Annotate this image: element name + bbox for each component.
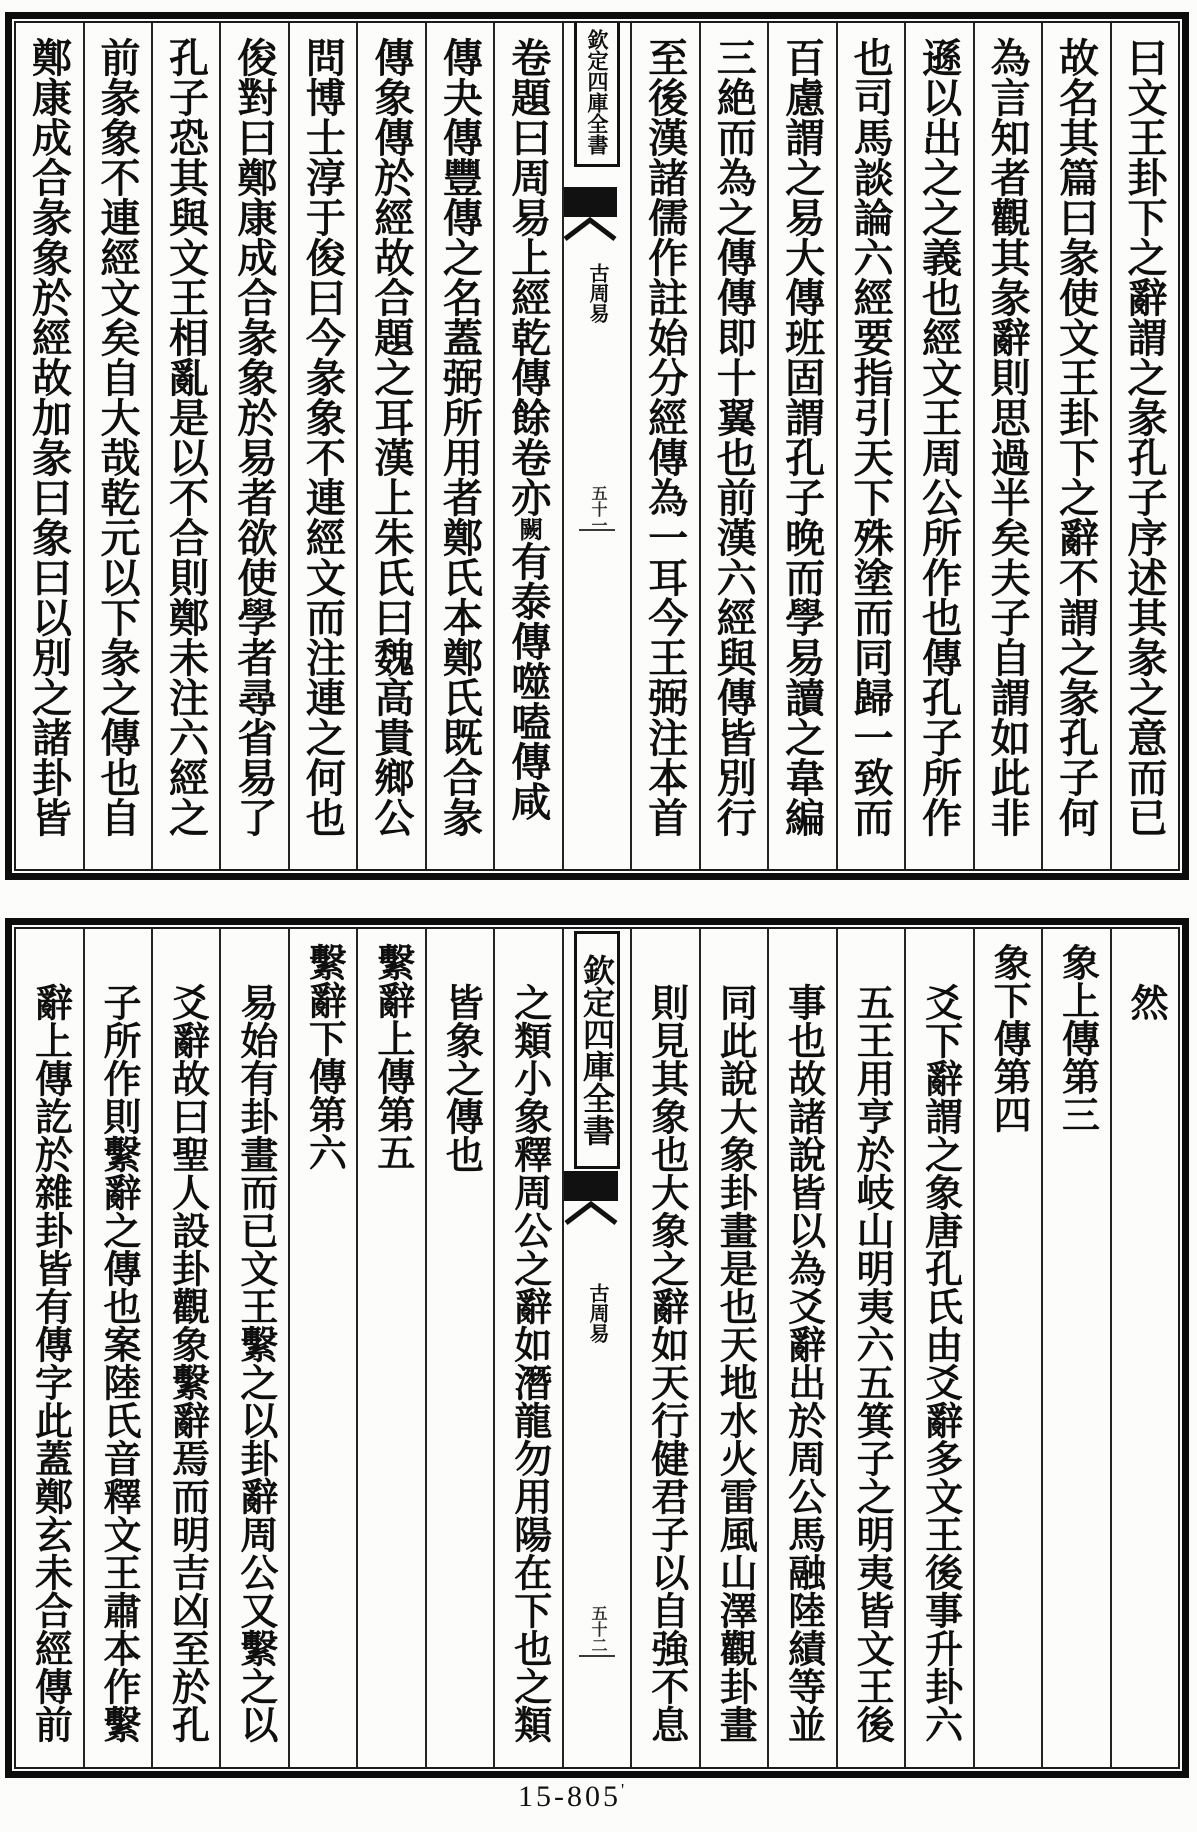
siku-title-cartouche: 欽定四庫全書	[574, 931, 620, 1169]
column-text: 俊對曰鄭康成合彖象於易者欲使學者尋省易了	[231, 37, 277, 837]
text-column	[16, 929, 84, 1767]
text-column	[632, 23, 700, 869]
text-column	[1112, 23, 1178, 869]
text-column	[838, 23, 906, 869]
text-column	[153, 23, 221, 869]
text-frame-bottom	[14, 927, 1180, 1769]
text-column	[358, 929, 426, 1767]
column-text: 皆象之傳也	[439, 983, 482, 1173]
banxin-column	[564, 929, 632, 1767]
book-title-label: 古周易	[586, 263, 609, 323]
column-text: 問博士淳于俊曰今彖象不連經文而注連之何也	[300, 37, 346, 837]
column-text: 傳象傳於經故合題之耳漢上朱氏曰魏高貴鄉公	[368, 37, 414, 837]
column-text: 至後漢諸儒作註始分經傳為一耳今王弼注本首	[642, 37, 688, 837]
column-text: 三絶而為之傳傳即十翼也前漢六經與傳皆別行	[711, 37, 757, 837]
column-text: 遜以出之之義也經文王周公所作也傳孔子所作	[916, 37, 962, 837]
column-text: 鄭康成合彖象於經故加彖曰象曰以別之諸卦皆	[26, 37, 72, 837]
volume-page-number	[518, 1780, 624, 1814]
column-text: 爻下辭謂之象唐孔氏由爻辭多文王後事升卦六	[918, 983, 961, 1743]
text-column	[221, 929, 289, 1767]
folio-number: 五十二	[589, 1605, 607, 1653]
column-text: 有泰傳噬嗑傳咸	[505, 541, 551, 821]
column-text: 也司馬談論六經要指引天下殊塗而同歸一致而	[848, 37, 894, 837]
column-text: 前彖象不連經文矣自大哉乾元以下彖之傳也自	[94, 37, 140, 837]
column-text: 象上傳第三	[1055, 943, 1098, 1133]
column-text: 子所作則繫辭之傳也案陸氏音釋文王肅本作繫	[96, 983, 139, 1743]
column-text: 辭上傳訖於雜卦皆有傳字此蓋鄭玄未合經傳前	[28, 983, 71, 1743]
text-column	[85, 929, 153, 1767]
column-text: 傳夬傳豐傳之名蓋弼所用者鄭氏本鄭氏既合彖	[437, 37, 483, 837]
column-text: 五王用亨於岐山明夷六五箕子之明夷皆文王後	[850, 983, 893, 1743]
column-text: 卷題曰周易上經乾傳餘卷亦	[505, 37, 551, 517]
column-text: 曰文王卦下之辭謂之彖孔子序述其彖之意而已	[1122, 37, 1167, 837]
text-column	[838, 929, 906, 1767]
text-column	[769, 929, 837, 1767]
text-column	[427, 23, 495, 869]
folio-block-top	[5, 12, 1189, 880]
text-column	[701, 929, 769, 1767]
banxin-column	[564, 23, 632, 869]
text-column	[427, 929, 495, 1767]
text-column	[495, 929, 563, 1767]
column-text: 象下傳第四	[987, 943, 1030, 1133]
text-column	[153, 929, 221, 1767]
column-text: 同此說大象卦畫是也天地水火雷風山澤觀卦畫	[713, 983, 756, 1743]
interlinear-note: 闕	[514, 517, 541, 541]
text-column	[1112, 929, 1178, 1767]
text-column	[906, 23, 974, 869]
siku-title-cartouche: 欽定四庫全書	[574, 23, 620, 167]
column-text: 則見其象也大象之辭如天行健君子以自強不息	[644, 983, 687, 1743]
text-column	[701, 23, 769, 869]
column-text: 為言知者觀其彖辭則思過半矣夫子自謂如此非	[985, 37, 1031, 837]
text-column	[975, 23, 1043, 869]
fishtail-ornament	[570, 1171, 624, 1225]
folio-rule	[579, 1655, 615, 1657]
text-column	[1043, 929, 1111, 1767]
column-text: 百慮謂之易大傳班固謂孔子晚而學易讀之韋編	[779, 37, 825, 837]
text-column	[906, 929, 974, 1767]
book-title-label: 古周易	[586, 1283, 609, 1343]
text-column	[16, 23, 84, 869]
column-text: 易始有卦畫而已文王繫之以卦辭周公又繫之以	[233, 983, 276, 1743]
folio-block-bottom	[5, 918, 1189, 1778]
column-text: 孔子恐其與文王相亂是以不合則鄭未注六經之	[163, 37, 209, 837]
column-text: 故名其篇曰彖使文王卦下之辭不謂之彖孔子何	[1053, 37, 1099, 837]
text-column	[358, 23, 426, 869]
column-text: 繫辭上傳第五	[370, 943, 413, 1171]
text-column	[495, 23, 563, 869]
text-column	[290, 929, 358, 1767]
text-column	[221, 23, 289, 869]
folio-number: 五十一	[589, 485, 607, 533]
column-text: 繫辭下傳第六	[302, 943, 345, 1171]
text-column	[1043, 23, 1111, 869]
fishtail-ornament	[570, 187, 624, 241]
folio-rule	[579, 529, 615, 531]
column-text: 爻辭故曰聖人設卦觀象繫辭焉而明吉凶至於孔	[165, 983, 208, 1743]
text-column	[85, 23, 153, 869]
page-number-text: 15-805	[518, 1780, 621, 1813]
column-text: 然	[1124, 983, 1166, 1021]
text-column	[632, 929, 700, 1767]
page-number-tick: '	[621, 1780, 625, 1800]
text-column	[290, 23, 358, 869]
column-text: 之類小象釋周公之辭如潛龍勿用陽在下也之類	[507, 983, 550, 1743]
text-frame-top	[14, 21, 1180, 871]
text-column	[975, 929, 1043, 1767]
column-text: 事也故諸說皆以為爻辭出於周公馬融陸績等並	[781, 983, 824, 1743]
text-column	[769, 23, 837, 869]
